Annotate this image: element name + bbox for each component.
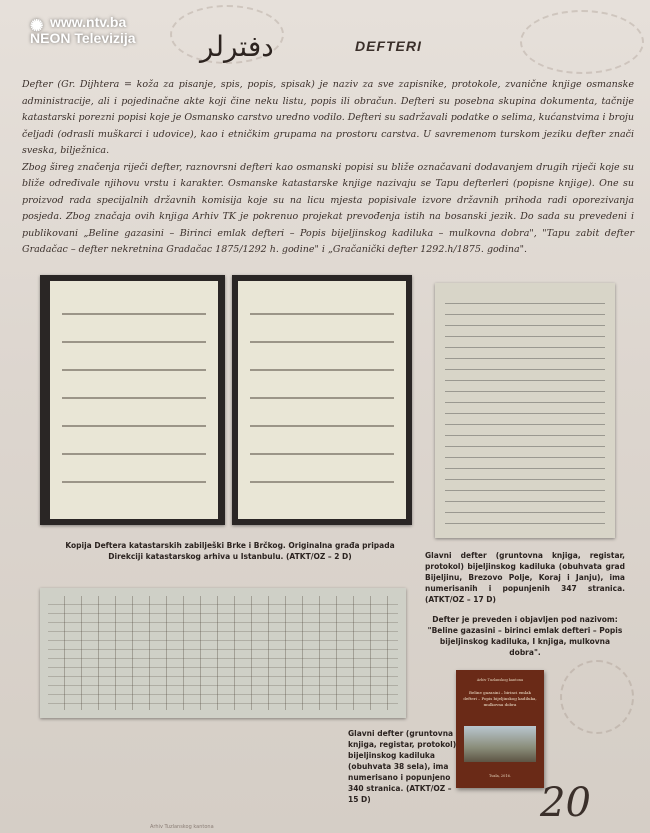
ornament-bottom-right	[560, 660, 634, 734]
book-cover	[456, 670, 544, 788]
page-number: 20	[540, 780, 591, 826]
sun-icon: ✺	[30, 18, 44, 35]
logo-url: www.ntv.ba	[50, 14, 127, 30]
defter-photo-2	[232, 275, 412, 525]
photo-1-caption: Kopija Deftera katastarskih zabilješki Brke i Brčkog. Originalna građa pripada Direkciji katastarskog arhiva u Istanbulu. (ATKT/OZ – 2 D)	[65, 541, 395, 561]
logo-brand: NEON Televizija	[30, 30, 136, 46]
tv-watermark-logo	[30, 14, 136, 46]
intro-paragraph-1: Defter (Gr. Dijhtera = koža za pisanje, spis, popis, spisak) je naziv za sve zapisnike, protokole, zvanične knjige osmanske administracije, ali i pojedinačne akte koji čine neku listu, popis ili obračun. Defteri su posebna skupina dokumenta, tačnije katastarski porezni popisi koje je Osmansko carstvo uredno vodilo. Defteri su sadržavali podatke o selima, kućanstvima i broju čeljadi (odrasli muškarci i udovice), kao i etničkim grupama na prostoru carstva. U savremenom turskom jeziku defter znači sveska, bilježnica.	[22, 79, 634, 156]
book-footer: Tuzla, 2016.	[489, 774, 511, 778]
defter-photo-4	[40, 588, 406, 718]
book-publisher: Arhiv Tuzlanskog kantona	[476, 678, 524, 682]
intro-text	[22, 77, 634, 259]
photo-4-caption: Glavni defter (gruntovna knjiga, registar, protokol) bijeljinskog kadiluka (obuhvata 38 sela), ima numerisano i popunjeno 340 stranica. (ATKT/OZ – 15 D)	[348, 729, 457, 804]
defter-photo-1	[40, 275, 225, 525]
ornament-top-right	[520, 10, 644, 74]
intro-paragraph-2: Zbog šireg značenja riječi defter, raznovrsni defteri kao osmanski popisi su bliže označavani dodavanjem drugih riječi koje su bliže određivale njihovu vrstu i karakter. Osmanske katastarske knjige nazivaju se Tapu defterleri (popisne knjige). One su proizvod rada specijalnih državnih komisija koje su na licu mjesta popisivale izvore državnih prihoda radi oporezivanja posjeda. Zbog značaja ovih knjiga Arhiv TK je pokrenuo projekat prevođenja istih na bosanski jezik. Do sada su prevedeni i publikovani „Beline gazasini – Birinci emlak defteri – Popis bijeljinskog kadiluka – mulkovna dobra", "Tapu zabit defter Gradačac – defter nekretnina Gradačac 1875/1292 h. godine" i „Gračanički defter 1292.h/1875. godina".	[22, 161, 634, 255]
page-title: DEFTERI	[355, 38, 422, 54]
photo-3-caption: Glavni defter (gruntovna knjiga, registar, protokol) bijeljinskog kadiluka (obuhvata grad Bijeljinu, Brezovo Polje, Koraj i Janju), ima numerisanih i popunjenih 347 stranica. (ATKT/OZ – 17 D)	[425, 551, 625, 604]
published-note: Defter je preveden i objavljen pod nazivom: "Beline gazasini – birinci emlak defteri – Popis bijeljinskog kadiluka, I knjiga, mulkovna dobra".	[427, 615, 623, 657]
arabic-heading: دفترلر	[200, 30, 274, 63]
book-cover-image	[464, 726, 536, 762]
defter-photo-3	[435, 283, 615, 538]
page-footer: Arhiv Tuzlanskog kantona	[150, 824, 214, 830]
book-title: Beline gazasini – birinci emlak defteri – Popis bijeljinskog kadiluka, mulkovna dobra	[463, 690, 537, 707]
